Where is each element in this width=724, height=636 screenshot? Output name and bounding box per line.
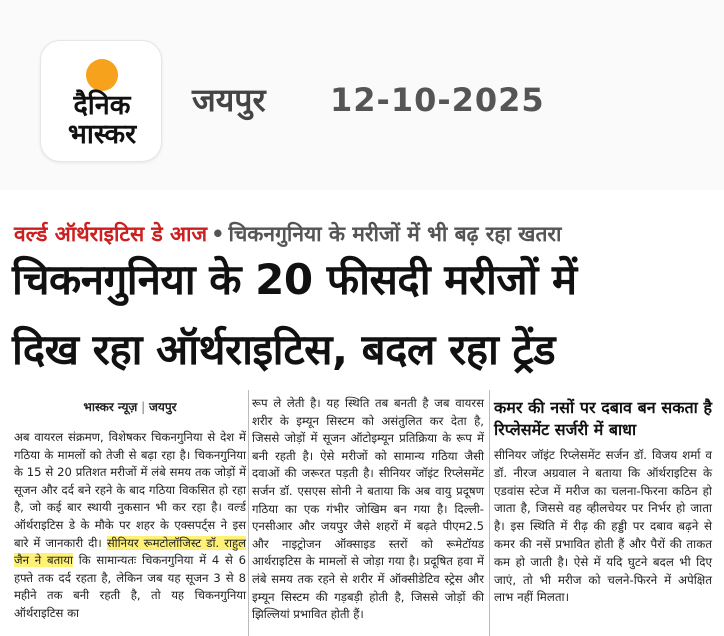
- kicker-subtopic: चिकनगुनिया के मरीजों में भी बढ़ रहा खतरा: [228, 222, 562, 246]
- byline-source: भास्कर न्यूज़: [83, 400, 138, 414]
- highlighted-text: सीनियर रूमटोलॉजिस्ट डॉ. राहुल जैन ने बताया: [14, 535, 247, 568]
- edition-city: जयपुर: [192, 81, 266, 119]
- body-text: अब वायरल संक्रमण, विशेषकर चिकनगुनिया से देश में गठिया के मामलों को तेजी से बढ़ा रहा है। चिकनगुनिया के 15 से 20 प्रतिशत मरीजों में लंबे समय तक जोड़ों में सूजन और दर्द बने रहने के बाद गठिया विकसित हो रहा है, जो कई बार स्थायी नुकसान भी कर रहा है। वर्ल्ड ऑर्थराइटिस डे के मौके पर शहर के एक्सपर्ट्स ने इस बारे में जानकारी दी।: [14, 430, 246, 550]
- headline-line-1: चिकनगुनिया के 20 फीसदी मरीजों में: [12, 255, 577, 304]
- article-column-3: [494, 395, 712, 607]
- sun-icon: [86, 59, 118, 91]
- edition-date: 12-10-2025: [330, 81, 545, 119]
- article-kicker: [14, 218, 561, 250]
- body-text: कि सामान्यतः चिकनगुनिया में 4 से 6 हफ्ते तक दर्द रहता है, लेकिन जब यह सूजन 3 से 8 महीने तक बनी रहती है, तो यह चिकनगुनिया ऑर्थराइटिस का: [14, 553, 247, 620]
- byline-city: जयपुर: [149, 400, 177, 414]
- logo-text-line1: दैनिक: [73, 90, 131, 121]
- byline: [14, 397, 246, 417]
- sub-headline: कमर की नसों पर दबाव बन सकता है रिप्लेसमेंट सर्जरी में बाधा: [494, 398, 712, 439]
- dainik-bhaskar-logo[interactable]: [40, 40, 162, 162]
- logo-text-line2: भास्कर: [67, 119, 137, 150]
- kicker-bullet: •: [211, 222, 225, 246]
- app-header: [0, 0, 724, 190]
- article-column-1: [14, 395, 246, 623]
- kicker-topic: वर्ल्ड ऑर्थराइटिस डे आज: [14, 222, 208, 246]
- newspaper-clipping: [0, 190, 724, 636]
- byline-separator: |: [137, 400, 149, 414]
- headline-line-2: दिख रहा ऑर्थराइटिस, बदल रहा ट्रेंड: [12, 325, 556, 374]
- column-divider: [248, 390, 249, 636]
- body-text: सीनियर जॉइंट रिप्लेसमेंट सर्जन डॉ. विजय शर्मा व डॉ. नीरज अग्रवाल ने बताया कि ऑर्थराइटिस के एडवांस स्टेज में मरीज का चलना-फिरना कठिन हो जाता है, जिससे वह व्हीलचेयर पर निर्भर हो जाता है। इस स्थिति में रीढ़ की हड्डी पर दबाव बढ़ने से कमर की नसें प्रभावित होती हैं और पैरों की ताकत कम हो जाती है। ऐसे में यदि घुटने बदल भी दिए जाएं, तो भी मरीज को चलने-फिरने में अपेक्षित लाभ नहीं मिलता।: [494, 448, 712, 605]
- article-column-2: [252, 395, 484, 624]
- body-text: रूप ले लेती है। यह स्थिति तब बनती है जब वायरस शरीर के इम्यून सिस्टम को असंतुलित कर देता है, जिससे जोड़ों में सूजन ऑटोइम्यून प्रतिक्रिया के रूप में बनी रहती है। ऐसे मरीजों को सामान्य गठिया जैसी दवाओं की जरूरत पड़ती है। सीनियर जॉइंट रिप्लेसमेंट सर्जन डॉ. एसएस सोनी ने बताया कि अब वायु प्रदूषण गठिया का एक गंभीर जोखिम बन गया है। दिल्ली-एनसीआर और जयपुर जैसे शहरों में बढ़ते पीएम2.5 और नाइट्रोजन ऑक्साइड स्तरों को रूमेटॉयड आर्थराइटिस के मामलों से जोड़ा गया है। प्रदूषित हवा में लंबे समय तक रहने से शरीर में ऑक्सीडेटिव स्ट्रेस और इम्यून सिस्टम की गड़बड़ी होती है, जिससे जोड़ों की झिल्लियां प्रभावित होती हैं।: [252, 396, 484, 622]
- column-divider: [489, 390, 490, 636]
